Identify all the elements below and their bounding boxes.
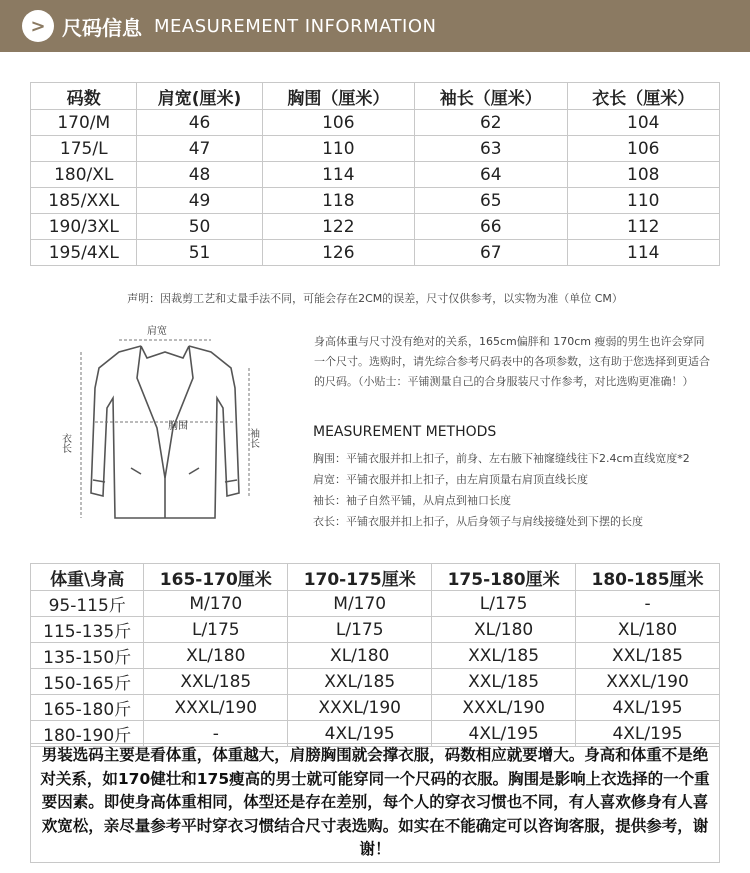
table-cell: XXL/185 <box>432 669 576 695</box>
chest-label: 胸围 <box>168 421 188 432</box>
table-cell: 50 <box>137 214 262 240</box>
table-cell: 114 <box>567 240 719 266</box>
weight-table-header: 体重\身高 <box>31 564 144 591</box>
table-cell: 165-180斤 <box>31 695 144 721</box>
table-row <box>31 695 720 721</box>
table-cell: 112 <box>567 214 719 240</box>
table-cell: XXL/185 <box>576 643 720 669</box>
weight-table-header: 180-185厘米 <box>576 564 720 591</box>
table-cell: 51 <box>137 240 262 266</box>
table-cell: 180-190斤 <box>31 721 144 747</box>
table-cell: 118 <box>262 188 414 214</box>
table-cell: XXXL/190 <box>432 695 576 721</box>
table-row <box>31 617 720 643</box>
table-cell: XXXL/190 <box>144 695 288 721</box>
weight-table-header-row <box>31 564 720 591</box>
table-cell: 135-150斤 <box>31 643 144 669</box>
weight-table-header: 170-175厘米 <box>288 564 432 591</box>
sizing-advice: 男装选码主要是看体重，体重越大，肩膀胸围就会撑衣服，码数相应就要增大。身高和体重不是绝对关系，如170健壮和175瘦高的男士就可能穿同一个尺码的衣服。胸围是影响上衣选择的一个重要因素。即使身高体重相同，体型还是存在差别，每个人的穿衣习惯也不同，有人喜欢修身有人喜欢宽松，亲尽量参考平时穿衣习惯结合尺寸表选购。如实在不能确定可以咨询客服，提供参考，谢谢！ <box>30 743 720 863</box>
size-table-header: 胸围（厘米） <box>262 83 414 110</box>
table-cell: XXL/185 <box>288 669 432 695</box>
chevron-right-icon: > <box>22 10 54 42</box>
table-row <box>31 643 720 669</box>
method-item: 袖长：袖子自然平铺，从肩点到袖口长度 <box>313 494 511 507</box>
size-table-header: 肩宽(厘米) <box>137 83 262 110</box>
table-cell: 48 <box>137 162 262 188</box>
size-table <box>30 82 720 266</box>
section-header <box>0 0 750 52</box>
table-row <box>31 240 720 266</box>
weight-table-header: 165-170厘米 <box>144 564 288 591</box>
table-cell: 106 <box>262 110 414 136</box>
table-cell: 126 <box>262 240 414 266</box>
table-cell: 170/M <box>31 110 137 136</box>
table-cell: L/175 <box>144 617 288 643</box>
table-cell: M/170 <box>144 591 288 617</box>
table-cell: 64 <box>415 162 567 188</box>
table-row <box>31 591 720 617</box>
table-cell: 49 <box>137 188 262 214</box>
table-cell: 95-115斤 <box>31 591 144 617</box>
table-cell: 46 <box>137 110 262 136</box>
table-cell: 115-135斤 <box>31 617 144 643</box>
table-cell: 150-165斤 <box>31 669 144 695</box>
table-cell: XXL/185 <box>144 669 288 695</box>
table-cell: - <box>144 721 288 747</box>
jacket-outline-icon <box>91 346 239 518</box>
table-cell: XXL/185 <box>432 643 576 669</box>
method-item: 衣长：平铺衣服并扣上扣子，从后身领子与肩线接缝处到下摆的长度 <box>313 515 643 528</box>
table-cell: 66 <box>415 214 567 240</box>
length-label: 衣长 <box>59 433 71 453</box>
table-cell: 4XL/195 <box>576 721 720 747</box>
table-row <box>31 110 720 136</box>
table-cell: 67 <box>415 240 567 266</box>
table-row <box>31 669 720 695</box>
weight-height-table <box>30 563 720 747</box>
size-table-header: 衣长（厘米） <box>567 83 719 110</box>
size-table-header: 袖长（厘米） <box>415 83 567 110</box>
table-cell: 47 <box>137 136 262 162</box>
table-cell: 180/XL <box>31 162 137 188</box>
size-table-header-row <box>31 83 720 110</box>
table-cell: L/175 <box>432 591 576 617</box>
table-cell: XL/180 <box>288 643 432 669</box>
methods-list <box>313 448 733 532</box>
method-item: 肩宽：平铺衣服并扣上扣子，由左肩顶量右肩顶直线长度 <box>313 473 588 486</box>
table-cell: 104 <box>567 110 719 136</box>
table-cell: - <box>576 591 720 617</box>
table-cell: 4XL/195 <box>576 695 720 721</box>
table-cell: 4XL/195 <box>288 721 432 747</box>
table-cell: 114 <box>262 162 414 188</box>
table-cell: 195/4XL <box>31 240 137 266</box>
table-cell: L/175 <box>288 617 432 643</box>
table-cell: 62 <box>415 110 567 136</box>
table-cell: 108 <box>567 162 719 188</box>
table-row <box>31 162 720 188</box>
table-row <box>31 214 720 240</box>
table-cell: 110 <box>567 188 719 214</box>
table-cell: XXXL/190 <box>576 669 720 695</box>
method-item: 胸围：平铺衣服并扣上扣子，前身、左右腋下袖窿缝线往下2.4cm直线宽度*2 <box>313 452 690 465</box>
sleeve-label: 袖长 <box>247 428 259 448</box>
table-cell: 110 <box>262 136 414 162</box>
table-cell: 63 <box>415 136 567 162</box>
table-cell: 175/L <box>31 136 137 162</box>
size-table-header: 码数 <box>31 83 137 110</box>
table-cell: XL/180 <box>144 643 288 669</box>
table-cell: XL/180 <box>432 617 576 643</box>
measurement-note: 声明：因裁剪工艺和丈量手法不同，可能会存在2CM的误差，尺寸仅供参考，以实物为准（单位 CM） <box>127 292 623 305</box>
table-cell: 4XL/195 <box>432 721 576 747</box>
table-cell: M/170 <box>288 591 432 617</box>
table-cell: XL/180 <box>576 617 720 643</box>
table-row <box>31 136 720 162</box>
table-cell: 122 <box>262 214 414 240</box>
table-cell: 65 <box>415 188 567 214</box>
intro-paragraph: 身高体重与尺寸没有绝对的关系，165cm偏胖和 170cm 瘦弱的男生也许会穿同一个尺寸。选购时，请先综合参考尺码表中的各项参数，这有助于您选择到更适合的尺码。（小贴士：平铺测量自己的合身服装尺寸作参考，对比选购更准确！） <box>314 335 710 388</box>
table-cell: 106 <box>567 136 719 162</box>
table-row <box>31 188 720 214</box>
jacket-diagram <box>55 318 275 538</box>
header-title-cn: 尺码信息 <box>62 15 142 40</box>
table-cell: 185/XXL <box>31 188 137 214</box>
methods-title: MEASUREMENT METHODS <box>313 424 497 440</box>
shoulder-label: 肩宽 <box>147 326 167 337</box>
header-title-en: MEASUREMENT INFORMATION <box>154 15 437 37</box>
table-cell: 190/3XL <box>31 214 137 240</box>
weight-table-header: 175-180厘米 <box>432 564 576 591</box>
table-cell: XXXL/190 <box>288 695 432 721</box>
